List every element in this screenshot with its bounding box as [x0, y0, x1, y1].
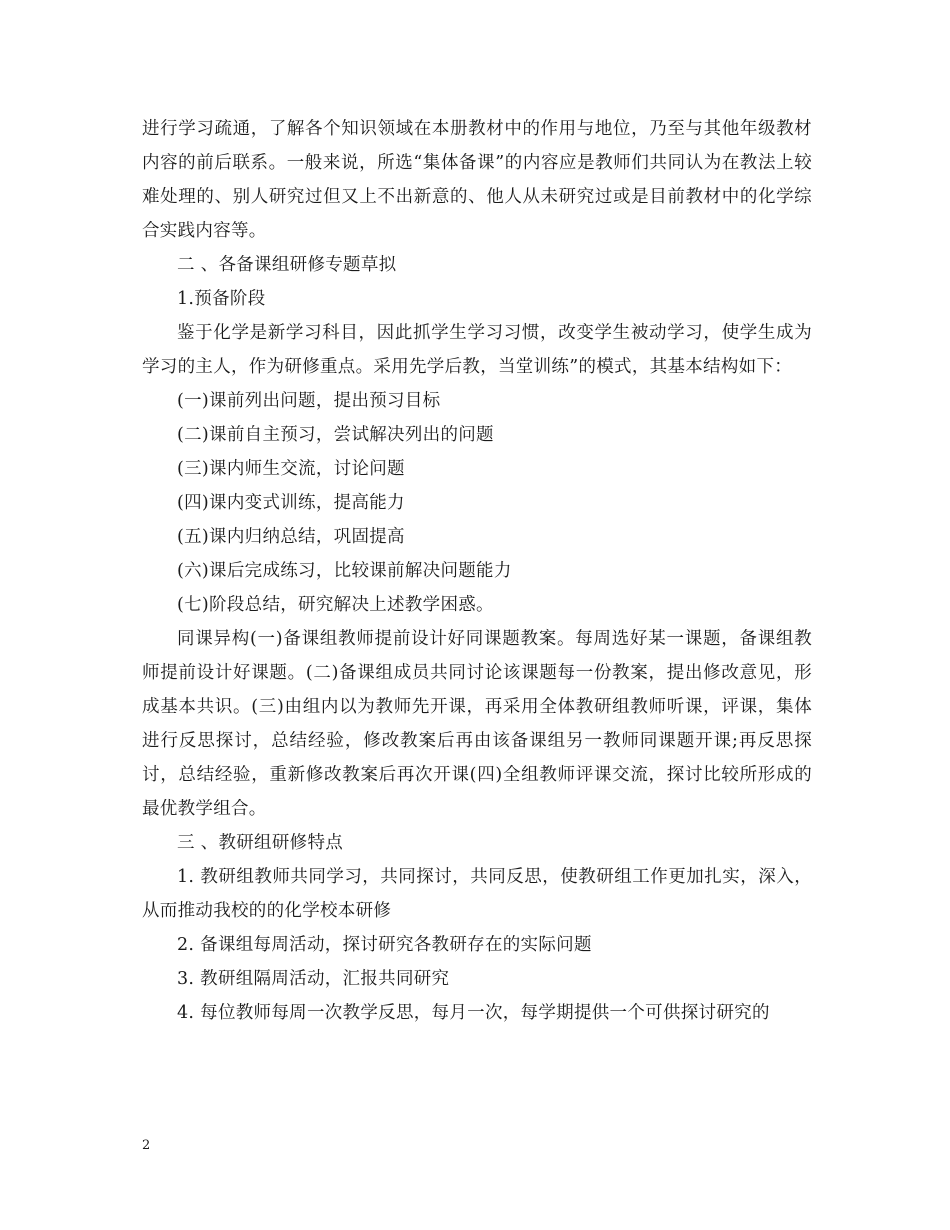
document-body — [142, 112, 812, 1030]
feature-item-3: 3. 教研组隔周活动，汇报共同研究 — [177, 969, 450, 989]
feature-item-4: 4. 每位教师每周一次教学反思，每月一次，每学期提供一个可供探讨研究的 — [177, 1003, 770, 1023]
feature-item-1: 1. 教研组教师共同学习，共同探讨，共同反思，使教研组工作更加扎实，深入，从而推动我校的的化学校本研修 — [142, 867, 812, 921]
paragraph-continued-intro: 进行学习疏通，了解各个知识领域在本册教材中的作用与地位，乃至与其他年级教材内容的前后联系。一般来说，所选“集体备课”的内容应是教师们共同认为在教法上较难处理的、别人研究过但又上不出新意的、他人从未研究过或是目前教材中的化学综合实践内容等。 — [142, 119, 812, 241]
list-item-step-7: (七)阶段总结，研究解决上述教学困惑。 — [177, 595, 494, 615]
section-heading-3: 三 、教研组研修特点 — [177, 833, 344, 853]
list-item-step-3: (三)课内师生交流，讨论问题 — [177, 459, 405, 479]
list-item-step-1: (一)课前列出问题，提出预习目标 — [177, 391, 441, 411]
subheading-preparation-stage: 1.预备阶段 — [177, 289, 266, 309]
page-number: 2 — [142, 1138, 151, 1153]
list-item-step-2: (二)课前自主预习，尝试解决列出的问题 — [177, 425, 494, 445]
paragraph-same-lesson-different-design: 同课异构(一)备课组教师提前设计好同课题教案。每周选好某一课题，备课组教师提前设计好课题。(二)备课组成员共同讨论该课题每一份教案，提出修改意见，形成基本共识。(三)由组内以为教师先开课，再采用全体教研组教师听课，评课，集体进行反思探讨，总结经验，修改教案后再由该备课组另一教师同课题开课;再反思探讨，总结经验，重新修改教案后再次开课(四)全组教师评课交流，探讨比较所形成的最优教学组合。 — [142, 629, 812, 819]
list-item-step-4: (四)课内变式训练，提高能力 — [177, 493, 405, 513]
list-item-step-6: (六)课后完成练习，比较课前解决问题能力 — [177, 561, 512, 581]
list-item-step-5: (五)课内归纳总结，巩固提高 — [177, 527, 405, 547]
section-heading-2: 二 、各备课组研修专题草拟 — [177, 255, 397, 275]
feature-item-2: 2. 备课组每周活动，探讨研究各教研存在的实际问题 — [177, 935, 592, 955]
paragraph-preparation-description: 鉴于化学是新学习科目，因此抓学生学习习惯，改变学生被动学习，使学生成为学习的主人，作为研修重点。采用先学后教，当堂训练”的模式，其基本结构如下： — [142, 323, 812, 377]
